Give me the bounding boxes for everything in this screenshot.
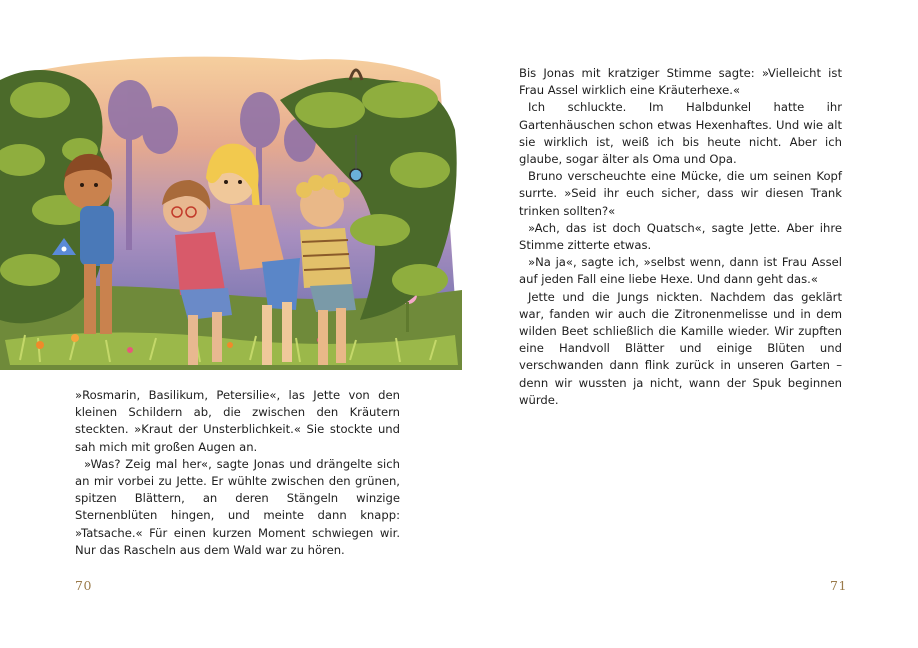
page-number-right: 71 bbox=[830, 578, 847, 593]
paragraph: »Na ja«, sagte ich, »selbst wenn, dann ist Frau Assel auf jeden Fall eine liebe Hexe. Und dann geht das.« bbox=[519, 255, 842, 287]
paragraph: »Was? Zeig mal her«, sagte Jonas und drängelte sich an mir vorbei zu Jette. Er wühlte zwischen den grünen, spitzen Blättern, an deren Stängeln winzige Sternenblüten hingen, und meinte dann knapp: »Tatsache.« Für einen kurzen Moment schwiegen wir. Nur das Rascheln aus dem Wald war zu hören. bbox=[75, 456, 400, 557]
paragraph: Bis Jonas mit kratziger Stimme sagte: »Vielleicht ist Frau Assel wirklich eine Kräuterhexe.« bbox=[519, 66, 842, 98]
forest-children-illustration-icon bbox=[0, 40, 462, 370]
paragraph: Ich schluckte. Im Halbdunkel hatte ihr Gartenhäuschen schon etwas Hexenhaftes. Und wie alt sie wirklich ist, weiß ich bis heute nicht. Aber ich glaube, sogar älter als Oma und Opa. bbox=[519, 100, 842, 167]
right-page bbox=[459, 0, 918, 648]
right-page-text bbox=[519, 65, 842, 409]
paragraph: Jette und die Jungs nickten. Nachdem das geklärt war, fanden wir auch die Zitronenmelisse und in dem wilden Beet schließlich die Kamille wieder. Wir zupften eine Handvoll Blätter und einige Blüten und verschwanden dann flink zurück in unseren Garten – denn wir wussten ja nicht, wann der Spuk beginnen würde. bbox=[519, 289, 842, 407]
page-number-left: 70 bbox=[75, 578, 92, 593]
left-page-text bbox=[75, 387, 400, 559]
paragraph: Bruno verscheuchte eine Mücke, die um seinen Kopf surrte. »Seid ihr euch sicher, dass wir diesen Trank trinken sollten?« bbox=[519, 169, 842, 218]
paragraph: »Ach, das ist doch Quatsch«, sagte Jette. Aber ihre Stimme zitterte etwas. bbox=[519, 220, 842, 253]
paragraph: »Rosmarin, Basilikum, Petersilie«, las Jette von den kleinen Schildern ab, die zwischen den Kräutern steckten. »Kraut der Unsterblichkeit.« Sie stockte und sah mich mit großen Augen an. bbox=[75, 388, 400, 454]
illustration bbox=[0, 40, 462, 370]
